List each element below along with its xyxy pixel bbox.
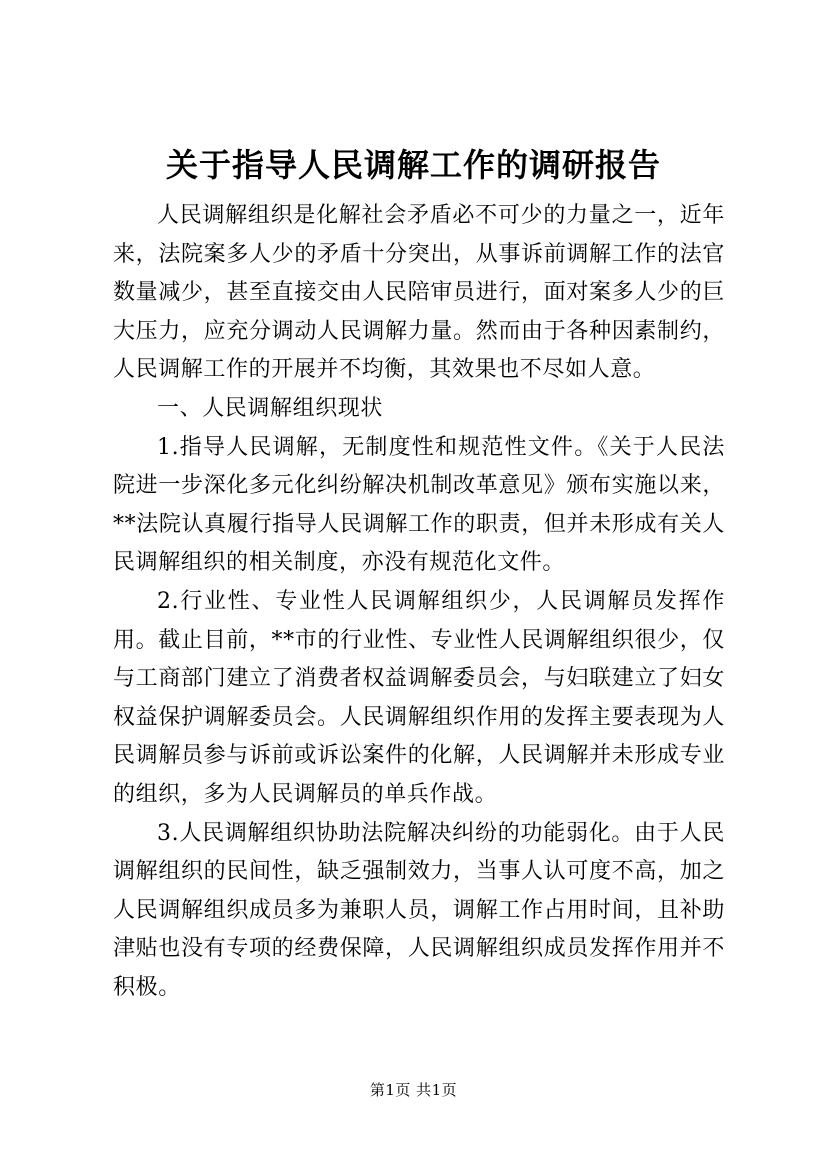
section-heading: 一、人民调解组织现状 bbox=[157, 395, 384, 421]
paragraph-point-1: 1.指导人民调解，无制度性和规范性文件。《关于人民法院进一步深化多元化纠纷解决机制改革意见》颁布实施以来，**法院认真履行指导人民调解工作的职责，但并未形成有关人民调解组织的相关制度，亦没有规范化文件。 bbox=[113, 434, 725, 576]
paragraph-intro: 人民调解组织是化解社会矛盾必不可少的力量之一，近年来，法院案多人少的矛盾十分突出，从事诉前调解工作的法官数量减少，甚至直接交由人民陪审员进行，面对案多人少的巨大压力，应充分调动人民调解力量。然而由于各种因素制约，人民调解工作的开展并不均衡，其效果也不尽如人意。 bbox=[113, 203, 725, 383]
paragraph-point-3: 3.人民调解组织协助法院解决纠纷的功能弱化。由于人民调解组织的民间性，缺乏强制效力，当事人认可度不高，加之人民调解组织成员多为兼职人员，调解工作占用时间，且补助津贴也没有专项的经费保障，人民调解组织成员发挥作用并不积极。 bbox=[113, 820, 725, 1000]
paragraph-point-2: 2.行业性、专业性人民调解组织少，人民调解员发挥作用。截止目前，**市的行业性、专业性人民调解组织很少，仅与工商部门建立了消费者权益调解委员会，与妇联建立了妇女权益保护调解委员会。人民调解组织作用的发挥主要表现为人民调解员参与诉前或诉讼案件的化解，人民调解并未形成专业的组织，多为人民调解员的单兵作战。 bbox=[113, 588, 725, 807]
page-number-footer: 第1页 共1页 bbox=[369, 1081, 458, 1099]
page-title: 关于指导人民调解工作的调研报告 bbox=[165, 146, 661, 184]
document-body bbox=[113, 197, 725, 1007]
